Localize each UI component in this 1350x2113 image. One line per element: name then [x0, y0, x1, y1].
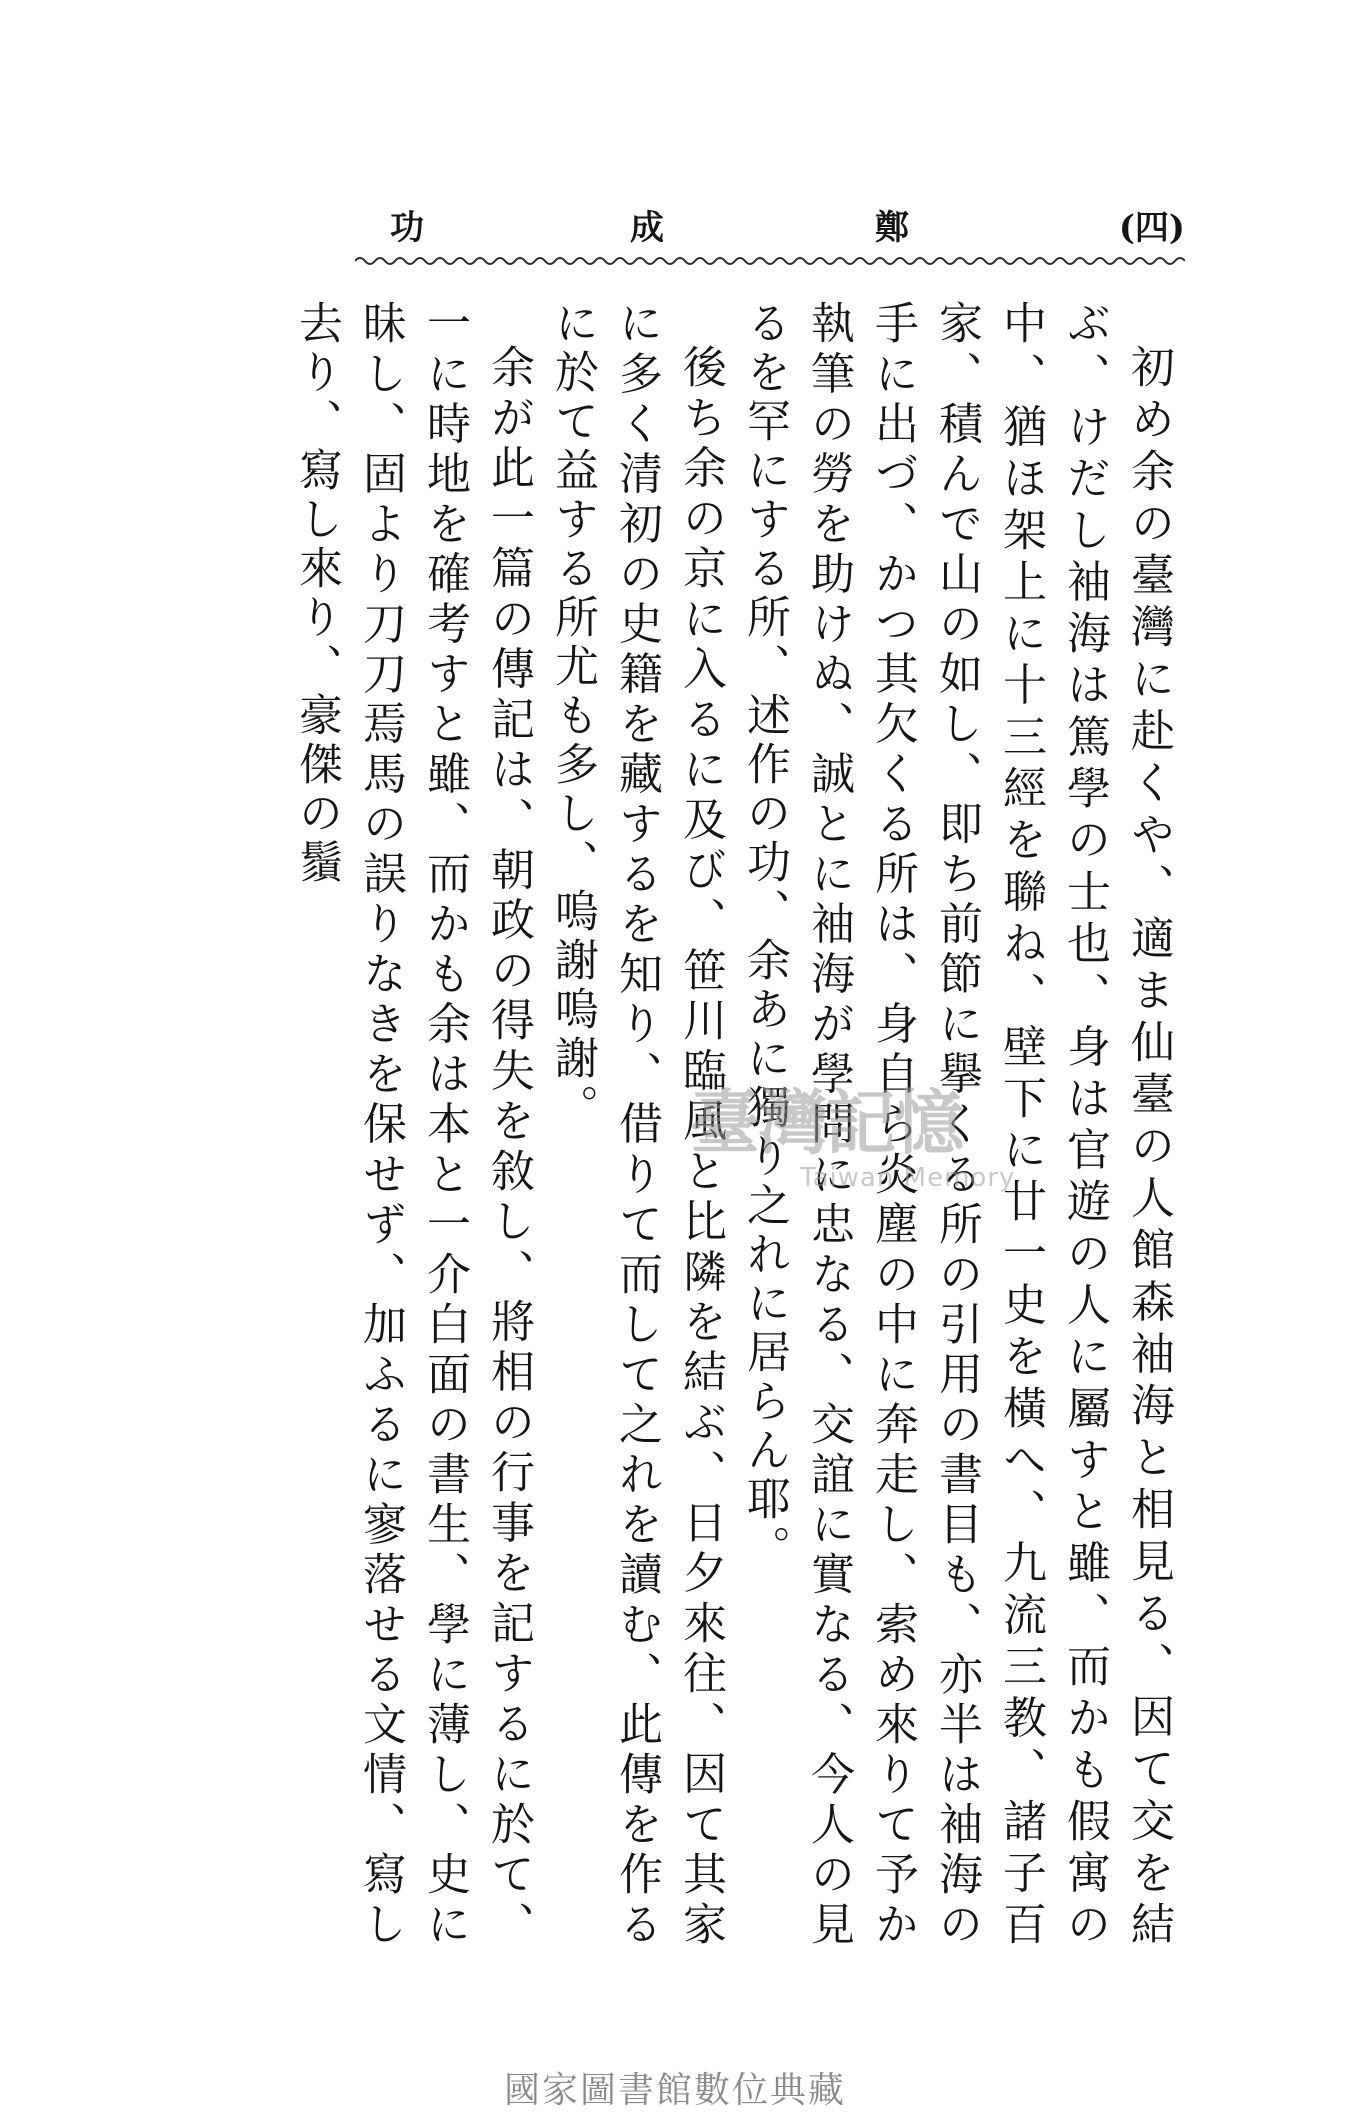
paragraph-1: 初め余の臺灣に赴くや、適ま仙臺の人館森袖海と相見る、因て交を結ぶ、けだし袖海は篤學の士也、身は官遊の人に屬すと雖、而かも假寓の中、猶ほ架上に十三經を聯ね、壁下に廿一史を橫へ、九流三教、諸子百家、積んで山の如し、即ち前節に擧くる所の引用の書目も、亦半は袖海の手に出づ、かつ其欠くる所は、身自ら炎塵の中に奔走し、索め來りて予か執筆の勞を助けぬ、誠とに袖海が學問に忠なる、交誼に實なる、今人の見るを罕にする所、述作の功、余あに獨り之れに居らん耶。 — [739, 300, 1174, 1951]
footer-caption: 國家圖書館數位典藏 — [503, 2070, 846, 2111]
running-head — [355, 208, 1185, 268]
page-number: (四) — [1118, 208, 1185, 248]
wavy-rule-divider — [355, 254, 1185, 268]
running-title-char-3: 功 — [390, 208, 424, 248]
running-title-char-1: 鄭 — [875, 208, 909, 248]
paragraph-3: 余が此一篇の傳記は、朝政の得失を敘し、將相の行事を記するに於て、一に時地を確考すと雖、而かも余は本と一介白面の書生、學に薄し、史に昧し、固より刀刀焉馬の誤りなきを保せず、加ふるに寥落せる文情、寫し去り、寫し來り、豪傑の鬚 — [291, 300, 534, 1950]
watermark-logo-text: 臺灣記憶 — [690, 1081, 962, 1164]
taiwan-memory-watermark — [690, 1081, 1120, 1195]
watermark-subtitle: Taiwan Memory — [800, 1163, 1016, 1193]
paragraph-2: 後ち余の京に入るに及び、笹川臨風と比隣を結ぶ、日夕來往、因て其家に多く清初の史籍を藏するを知り、借りて而して之れを讀む、此傳を作るに於て益する所尤も多し、嗚謝嗚謝。 — [547, 300, 726, 1950]
running-title-char-2: 成 — [630, 208, 664, 248]
